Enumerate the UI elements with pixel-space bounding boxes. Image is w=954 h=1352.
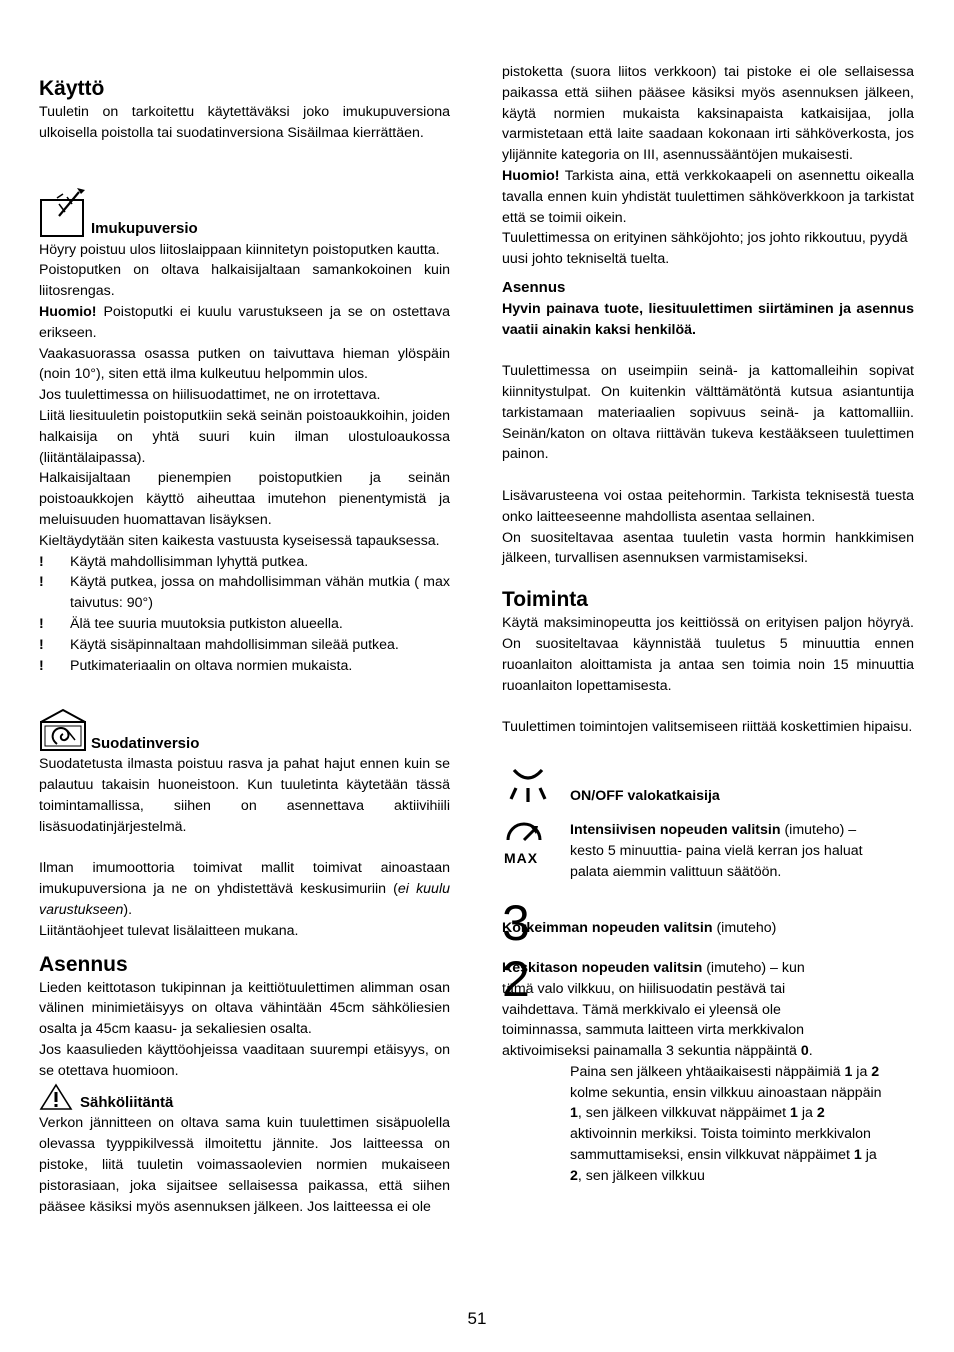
duct-exhaust-icon xyxy=(39,186,87,238)
bullet-mark: ! xyxy=(39,615,44,632)
key-1: 1 xyxy=(790,1105,798,1122)
suodatin-p2-italic: ei kuulu varustukseen xyxy=(39,881,450,918)
toiminta-p1: Käytä maksiminopeutta jos keittiössä on erityisen paljon höyryä. On suositeltavaa käynnistää tuuletus 5 minuuttia ennen ruoanlaiton aloittamista ja antaa sen toimia noin 15 minuuttia ruoanlaiton lopettamisesta. xyxy=(502,615,914,694)
kaytto-heading: Käyttö xyxy=(39,77,105,100)
intensive-text xyxy=(570,820,888,882)
warning-triangle-icon xyxy=(39,1083,73,1111)
key-1: 1 xyxy=(570,1105,578,1122)
sahko-heading: Sähköliitäntä xyxy=(80,1093,174,1111)
control-speed-2 xyxy=(502,950,914,1187)
intensive-bold: Intensiivisen nopeuden valitsin xyxy=(570,821,781,838)
bullet-mark: ! xyxy=(39,657,44,674)
digit-2-icon: 2 xyxy=(502,950,530,1007)
asennus-r-p1: Tuulettimessa on useimpiin seinä- ja kattomalleihin sopivat kiinnitystulpat. On kuitenkin välttämätöntä kutsua asiantuntija tarkistamaan materiaalien sopivuus seinä- ja kattomalliin. Seinän/katon on oltava riittävän tukeva kestääkseen tuulettimen painon. xyxy=(502,363,914,463)
sahko-cont-p2 xyxy=(502,166,914,228)
speed2-t6: , sen jälkeen vilkkuvat näppäimet xyxy=(577,1105,791,1122)
control-onoff xyxy=(502,768,914,820)
sahko-p1: Verkon jännitteen on oltava sama kuin tuulettimen sisäpuolella olevassa tyyppikilvessä ilmoitettu jännite. Jos laitteessa on pistoke, liitä tuuletin voimassaolevien normien mukaiseen pistorasiaan, joka sijaitsee sellaisessa paikassa, että siihen pääsee käsiksi myös asennuksen jälkeen. Jos laitteessa ei ole xyxy=(39,1115,450,1215)
speed2-t9: ja xyxy=(861,1147,877,1164)
bullet-text: Käytä sisäpinnaltaan mahdollisimman sileää putkea. xyxy=(70,636,399,653)
digit-3-icon: 3 xyxy=(502,894,530,951)
bullet-text: Älä tee suuria muutoksia putkiston alueella. xyxy=(70,615,343,632)
asennus-warning: Hyvin painava tuote, liesituulettimen siirtäminen ja asennus vaatii ainakin kaksi henkilöä. xyxy=(502,300,914,338)
bullet-item xyxy=(39,552,450,573)
suodatin-p2-end: ). xyxy=(123,901,133,918)
filter-recirculation-icon xyxy=(39,708,87,752)
bullet-text: Käytä mahdollisimman lyhyttä putkea. xyxy=(70,553,309,570)
page-number: 51 xyxy=(467,1309,487,1328)
asennus-r-p2: Lisävarusteena voi ostaa peitehormin. Tarkista teknisestä tuesta onko laitteeseenne mahdollista asentaa sellainen. xyxy=(502,487,914,525)
max-speed-icon xyxy=(502,820,554,865)
asennus-p2: Jos kaasulieden käyttöohjeissa vaaditaan suurempi etäisyys, on se otettava huomioon. xyxy=(39,1041,450,1079)
right-column xyxy=(502,62,914,1187)
huomio-label: Huomio! xyxy=(39,303,97,320)
suodatin-heading: Suodatinversio xyxy=(91,734,200,752)
speed2-t8: aktivoinnin merkiksi. Toista toiminto merkkivalon sammuttamiseksi, ensin vilkkuvat näppäimet xyxy=(570,1126,871,1164)
kaytto-text: Tuuletin on tarkoitettu käytettäväksi joko imukupuversiona ulkoisella poistolla tai suodatinversiona Sisäilmaa kierrättäen. xyxy=(39,104,450,141)
imukupu-p2: Poistoputken on oltava halkaisijaltaan samankokoinen kuin liitosrengas. xyxy=(39,262,450,300)
speed2-t10: , sen jälkeen vilkkuu xyxy=(577,1167,705,1184)
imukupu-p8: Kieltäydytään siten kaikesta vastuusta kyseisessä tapauksessa. xyxy=(39,532,440,549)
suodatin-heading-row xyxy=(39,702,450,754)
left-column xyxy=(39,76,450,1217)
sahko-cont-p1: pistoketta (suora liitos verkkoon) tai pistoke ei ole sellaisessa paikassa että siihen pääsee käsiksi myös asennuksen jälkeen, käytä normien mukaista kaksinapaista katkaisijaa, jolla varmistetaan että laite saadaan kokonaan irti sähköverkosta, jos ylijännite kategoria on III, asennussääntöjen mukaisesti. xyxy=(502,64,914,164)
asennus-r-p3: On suositeltavaa asentaa tuuletin vasta hormin hankkimisen jälkeen, turvallisen asennuksen varmistamiseksi. xyxy=(502,529,914,567)
speed2-desc-end: . xyxy=(808,1043,813,1060)
asennus-heading: Asennus xyxy=(39,952,128,976)
imukupu-p3-text: Poistoputki ei kuulu varustukseen ja se on ostettava erikseen. xyxy=(39,303,450,341)
speed2-t5: kolme sekuntia, ensin vilkkuu ainoastaan näppäin xyxy=(570,1084,882,1101)
intensive-desc: (imuteho) – kesto 5 minuuttia- paina vielä kerran jos haluat palata aiemmin valittuun säätöön. xyxy=(570,821,863,880)
bullet-text: Käytä putkea, jossa on mahdollisimman vähän mutkia ( max taivutus: 90°) xyxy=(70,574,450,612)
imukupu-heading-row xyxy=(39,188,450,240)
imukupu-p4: Vaakasuorassa osassa putken on taivuttava hieman ylöspäin (noin 10°), siten että ilma kulkeutuu helpommin ulos. xyxy=(39,345,450,383)
bullet-mark: ! xyxy=(39,636,44,653)
bullet-mark: ! xyxy=(39,574,44,591)
speed2-bold: Keskitason nopeuden valitsin xyxy=(502,959,703,976)
speed2-t7: ja xyxy=(797,1105,817,1122)
control-speed-3 xyxy=(502,894,914,958)
control-intensive xyxy=(502,820,914,900)
speed2-t4: ja xyxy=(852,1063,872,1080)
asennus-subheading: Asennus xyxy=(502,278,566,296)
imukupu-p7: Halkaisijaltaan pienempien poistoputkien ja seinän poistoaukkojen käyttö aiheuttaa imutehon pienentymistä ja meluisuuden huomattavan lisäyksen. xyxy=(39,470,450,528)
bullet-item xyxy=(39,614,450,635)
imukupu-p3 xyxy=(39,302,450,344)
sahko-heading-row xyxy=(39,1081,450,1113)
key-1: 1 xyxy=(853,1147,862,1164)
imukupu-p1: Höyry poistuu ulos liitoslaippaan kiinnitetyn poistoputken kautta. xyxy=(39,241,440,258)
bullet-item xyxy=(39,635,450,656)
key-1: 1 xyxy=(844,1063,853,1080)
bullet-item xyxy=(39,572,450,614)
sahko-cont-p2-text: Tarkista aina, että verkkokaapeli on asennettu oikealla tavalla ennen kuin yhdistät tuulettimen sähköverkkoon ja tarkistat että se toimii oikein. xyxy=(502,167,914,226)
speed2-text-2 xyxy=(570,1062,888,1187)
onoff-label: ON/OFF valokatkaisija xyxy=(570,787,720,804)
huomio-label: Huomio! xyxy=(502,167,560,184)
toiminta-heading: Toiminta xyxy=(502,588,588,612)
bullet-text: Putkimateriaalin on oltava normien mukaista. xyxy=(70,657,353,674)
fan-gauge-icon xyxy=(502,820,546,844)
suodatin-p2 xyxy=(39,858,450,920)
speed2-desc: (imuteho) – kun tämä valo vilkkuu, on hiilisuodatin pestävä tai vaihdettava. Tämä merkkivalo ei yleensä ole toiminnassa, sammuta laitteen virta merkkivalon aktivoimiseksi painamalla 3 sekuntia näppäintä xyxy=(502,959,805,1060)
light-bulb-icon xyxy=(502,766,554,806)
key-2: 2 xyxy=(570,1167,578,1184)
suodatin-p3: Liitäntäohjeet tulevat lisälaitteen mukana. xyxy=(39,922,299,939)
suodatin-p1: Suodatetusta ilmasta poistuu rasva ja pahat hajut ennen kuin se palautuu takaisin huoneistoon. Kun tuuletinta käytetään tässä toimintamallissa, siihen on asennettava aktiivihiili lisäsuodatinjärjestelmä. xyxy=(39,756,450,835)
toiminta-p2: Tuulettimen toimintojen valitsemiseen riittää koskettimien hipaisu. xyxy=(502,719,913,736)
speed3-desc: (imuteho) xyxy=(712,919,777,936)
key-2: 2 xyxy=(816,1105,825,1122)
speed3-bold: Korkeimman nopeuden valitsin xyxy=(502,919,713,936)
key-2: 2 xyxy=(871,1063,880,1080)
key-0: 0 xyxy=(800,1043,809,1060)
max-label: MAX xyxy=(504,849,539,866)
bullet-item xyxy=(39,656,450,677)
sahko-cont-p3: Tuulettimessa on erityinen sähköjohto; jos johto rikkoutuu, pyydä uusi johto tekniseltä tuelta. xyxy=(502,230,908,268)
suodatin-p2-text: Ilman imumoottoria toimivat mallit toimivat ainoastaan imukupuversiona ja ne on yhdistettävä keskusimuriin ( xyxy=(39,860,450,898)
asennus-p1: Lieden keittotason tukipinnan ja keittiötuulettimen alimman osan välinen minimietäisyys on oltava vähintään 45cm sähköliesien osalta ja 45cm kaasu- ja sekaliesien osalta. xyxy=(39,979,450,1038)
imukupu-p6: Liitä liesituuletin poistoputkiin sekä seinän poistoaukkoihin, joiden halkaisija on yhtä suuri kuin ilman ulostuloaukossa (liitäntälaipassa). xyxy=(39,407,450,466)
bullet-mark: ! xyxy=(39,553,44,570)
speed2-t3: Paina sen jälkeen yhtäaikaisesti näppäimiä xyxy=(570,1063,845,1080)
imukupu-heading: Imukupuversio xyxy=(91,219,198,237)
imukupu-p5: Jos tuulettimessa on hiilisuodattimet, ne on irrotettava. xyxy=(39,387,381,404)
